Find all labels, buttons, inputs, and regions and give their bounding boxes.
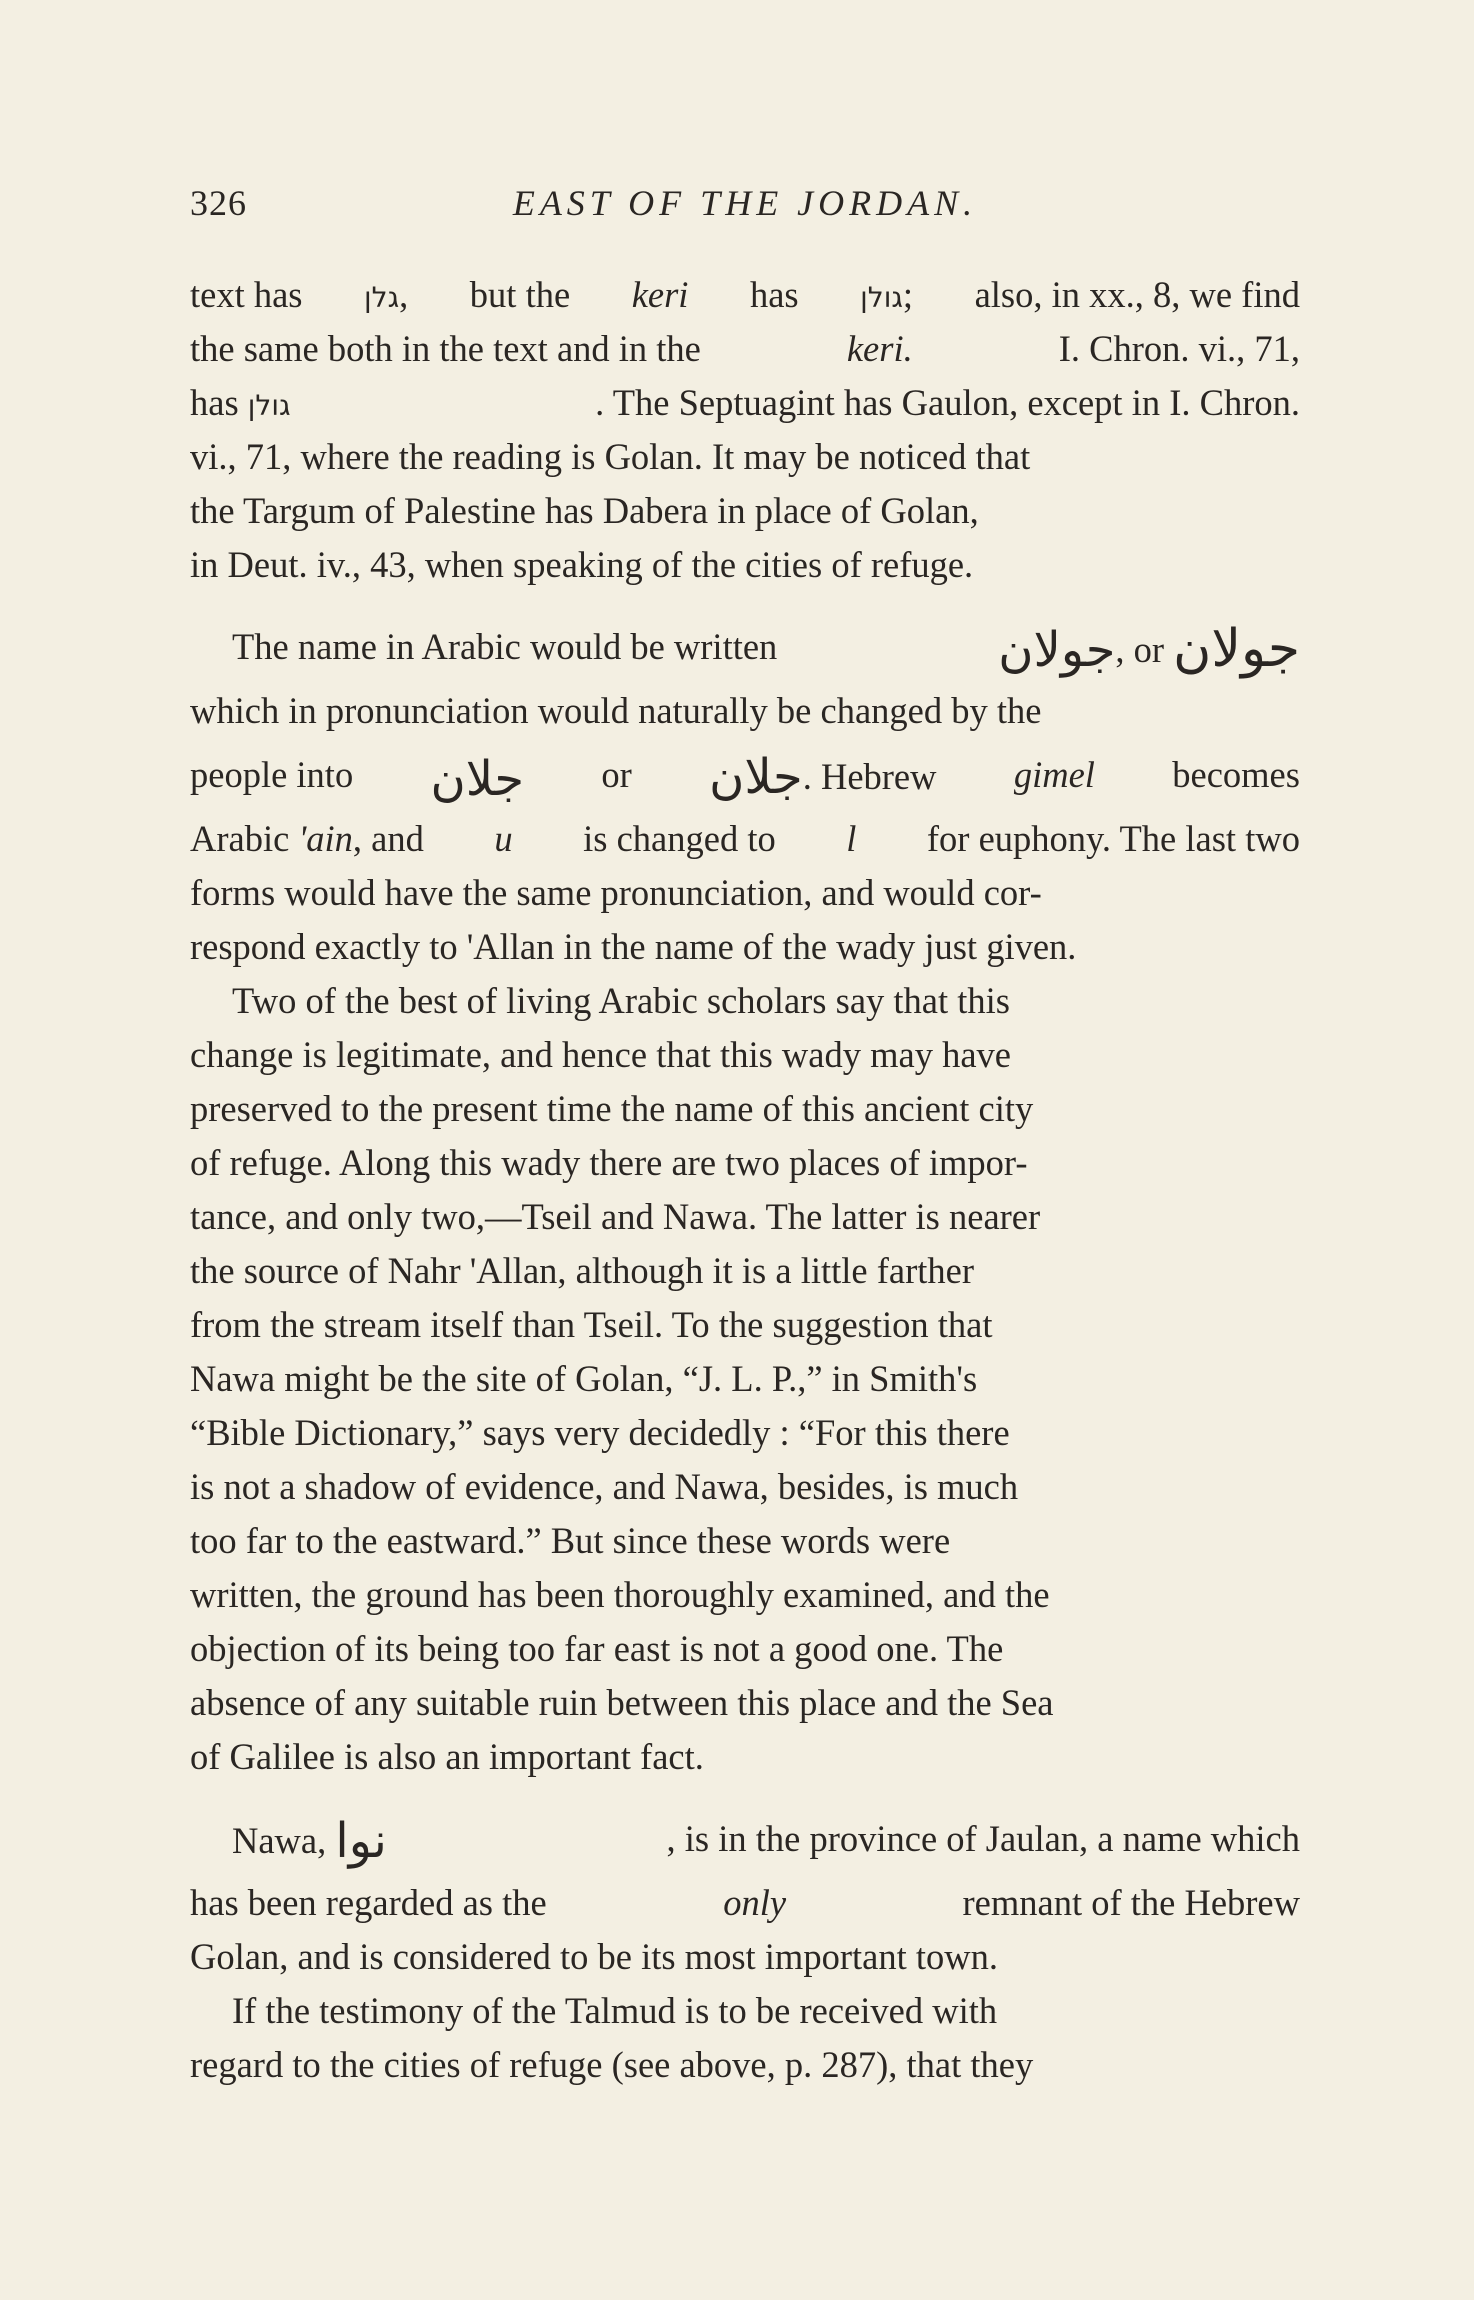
body-text <box>190 268 1300 2092</box>
text-line: If the testimony of the Talmud is to be received with <box>232 1990 998 2031</box>
arabic-word: جولان <box>1173 618 1300 679</box>
arabic-word: جولان <box>998 621 1116 678</box>
arabic-word: نوا <box>335 1813 387 1869</box>
text-line: Nawa, نوا , is in the province of Jaulan, a name which <box>232 1813 1300 1869</box>
text-line: absence of any suitable ruin between this place and the Sea <box>190 1682 1054 1723</box>
hebrew-word: גולן <box>860 281 903 314</box>
arabic-word: جلان <box>430 751 525 807</box>
text-line: respond exactly to 'Allan in the name of the wady just given. <box>190 926 1077 967</box>
text-line: objection of its being too far east is not a good one. The <box>190 1628 1004 1669</box>
page-header <box>190 172 1300 232</box>
text-line: people into جلان or جلان. Hebrew gimel becomes <box>190 749 1300 807</box>
running-title: EAST OF THE JORDAN. <box>512 183 978 223</box>
text-line: from the stream itself than Tseil. To the suggestion that <box>190 1304 993 1345</box>
text-line: the Targum of Palestine has Dabera in place of Golan, <box>190 490 979 531</box>
text-line: “Bible Dictionary,” says very decidedly : “For this there <box>190 1412 1010 1453</box>
text-line: of Galilee is also an important fact. <box>190 1736 704 1777</box>
text-line: forms would have the same pronunciation, and would cor- <box>190 872 1042 913</box>
text-line: vi., 71, where the reading is Golan. It may be noticed that <box>190 436 1031 477</box>
text-line: Arabic 'ain, and u is changed to l for euphony. The last two <box>190 818 1300 859</box>
text-line: The name in Arabic would be written جولان, or جولان <box>232 618 1300 679</box>
page-number: 326 <box>190 183 247 223</box>
text-line: text has גלן, but the keri has גולן; also, in xx., 8, we find <box>190 274 1300 315</box>
text-line: Golan, and is considered to be its most important town. <box>190 1936 998 1977</box>
text-line: written, the ground has been thoroughly examined, and the <box>190 1574 1050 1615</box>
text-line: Two of the best of living Arabic scholars say that this <box>232 980 1010 1021</box>
text-line: regard to the cities of refuge (see above, p. 287), that they <box>190 2044 1034 2085</box>
text-line: the same both in the text and in the keri. I. Chron. vi., 71, <box>190 328 1300 369</box>
text-line: of refuge. Along this wady there are two places of impor- <box>190 1142 1028 1183</box>
text-line: in Deut. iv., 43, when speaking of the cities of refuge. <box>190 544 974 585</box>
text-line: is not a shadow of evidence, and Nawa, besides, is much <box>190 1466 1019 1507</box>
hebrew-word: גלן <box>364 281 400 314</box>
arabic-word: جلان <box>709 749 803 805</box>
text-line: has been regarded as the only remnant of the Hebrew <box>190 1882 1300 1923</box>
text-line: change is legitimate, and hence that this wady may have <box>190 1034 1011 1075</box>
text-line: Nawa might be the site of Golan, “J. L. P.,” in Smith's <box>190 1358 978 1399</box>
text-line: preserved to the present time the name of this ancient city <box>190 1088 1034 1129</box>
hebrew-word: גולן <box>247 389 291 422</box>
text-line: which in pronunciation would naturally be changed by the <box>190 690 1042 731</box>
text-line: too far to the eastward.” But since these words were <box>190 1520 951 1561</box>
text-line: has גולן . The Septuagint has Gaulon, except in I. Chron. <box>190 382 1300 423</box>
text-line: tance, and only two,—Tseil and Nawa. The latter is nearer <box>190 1196 1041 1237</box>
text-line: the source of Nahr 'Allan, although it is a little farther <box>190 1250 974 1291</box>
